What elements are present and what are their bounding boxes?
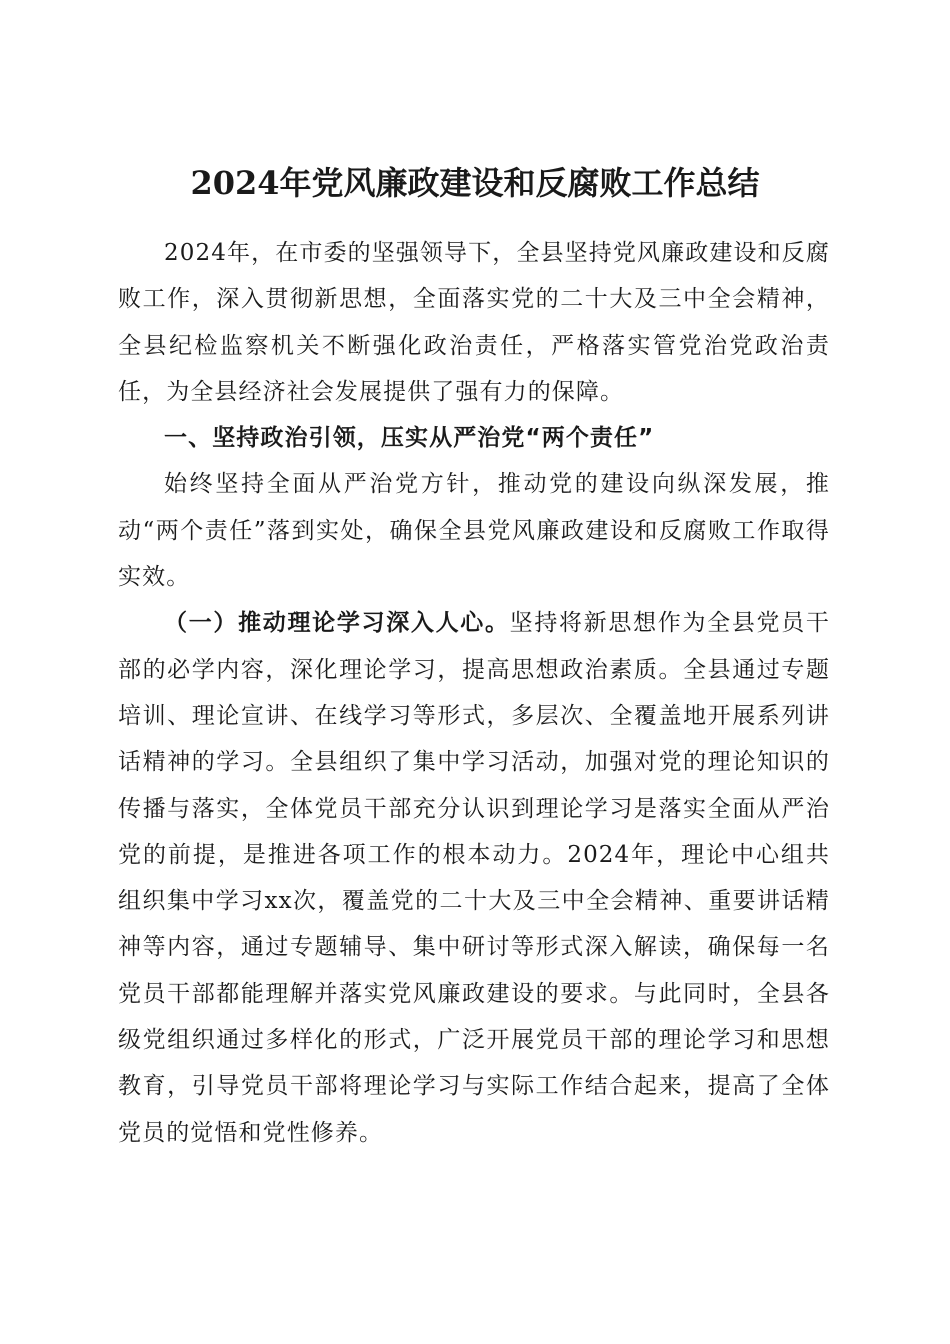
section-1-paragraph: 始终坚持全面从严治党方针，推动党的建设向纵深发展，推动“两个责任”落到实处，确保全县党风廉政建设和反腐败工作取得实效。 (118, 471, 830, 591)
subsection-1-text: 坚持将新思想作为全县党员干部的必学内容，深化理论学习，提高思想政治素质。全县通过专题培训、理论宣讲、在线学习等形式，多层次、全覆盖地开展系列讲话精神的学习。全县组织了集中学习活动，加强对党的理论知识的传播与落实，全体党员干部充分认识到理论学习是落实全面从严治党的前提，是推进各项工作的根本动力。2024年，理论中心组共组织集中学习xx次，覆盖党的二十大及三中全会精神、重要讲话精神等内容，通过专题辅导、集中研讨等形式深入解读，确保每一名党员干部都能理解并落实党风廉政建设的要求。与此同时，全县各级党组织通过多样化的形式，广泛开展党员干部的理论学习和思想教育，引导党员干部将理论学习与实际工作结合起来，提高了全体党员的觉悟和党性修养。 (118, 610, 830, 1146)
document-title: 2024年党风廉政建设和反腐败工作总结 (190, 164, 760, 203)
subsection-1-paragraph (118, 600, 830, 1156)
intro-paragraph: 2024年，在市委的坚强领导下，全县坚持党风廉政建设和反腐败工作，深入贯彻新思想，全面落实党的二十大及三中全会精神，全县纪检监察机关不断强化政治责任，严格落实管党治党政治责任，为全县经济社会发展提供了强有力的保障。 (118, 240, 830, 405)
section-1-heading: 一、坚持政治引领，压实从严治党“两个责任” (164, 425, 655, 452)
subsection-1-heading: （一）推动理论学习深入人心。 (164, 609, 510, 637)
document-body (118, 230, 830, 1156)
